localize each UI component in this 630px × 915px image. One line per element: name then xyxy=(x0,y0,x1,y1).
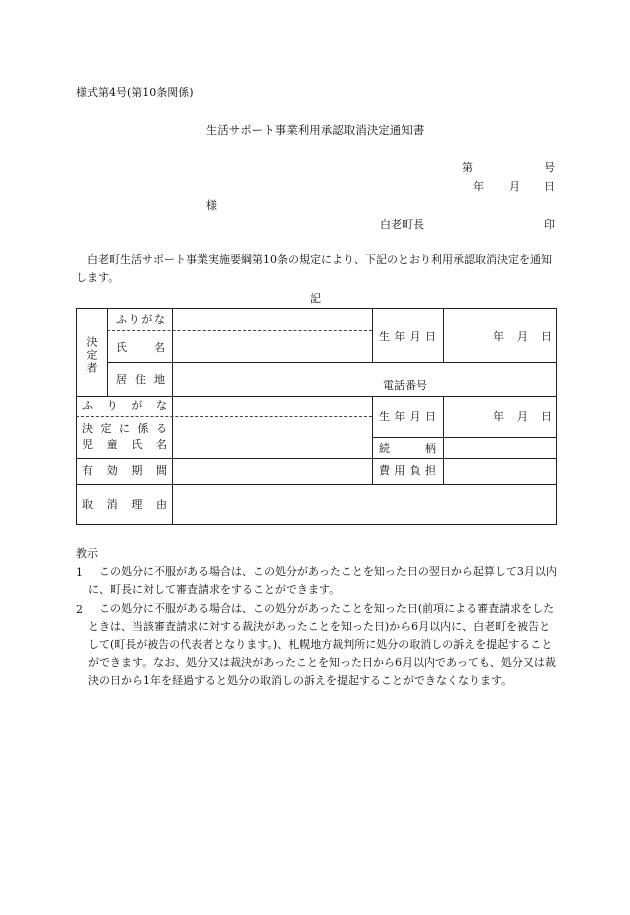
document-title: 生活サポート事業利用承認取消決定通知書 xyxy=(205,123,425,137)
birth-month: 月 xyxy=(517,330,528,343)
reason-label: 取消理由 xyxy=(82,498,167,511)
notice-item-number: 2 xyxy=(76,603,83,616)
ki-label: 記 xyxy=(310,292,321,305)
issuer: 白老町長 xyxy=(380,218,424,231)
birth-year: 年 xyxy=(493,330,504,343)
date-month: 月 xyxy=(509,180,520,193)
relationship-label: 続 柄 xyxy=(379,442,436,455)
date-year: 年 xyxy=(473,180,484,193)
notice-item-number: 1 xyxy=(76,566,83,579)
notice-item-text: この処分に不服がある場合は、この処分があったことを知った日(前項による審査請求をしたときは、当該審査請求に対する裁決があったことを知った日)から6月以内に、白老町を被告として(町長が被告の代表者となります。)、札幌地方裁判所に処分の取消しの訴えを提起することができます。なお、処分又は裁決があったことを知った日から6月以内であっても、処分又は裁決の日から1年を経過すると処分の取消しの訴えを提起することができなくなります。 xyxy=(88,602,556,687)
child-birth-day: 日 xyxy=(541,410,552,423)
cost-burden-label: 費用負担 xyxy=(379,464,436,477)
seal-mark: 印 xyxy=(544,218,555,231)
child-furigana-label: ふりがな xyxy=(82,399,167,412)
name-label: 氏 名 xyxy=(116,341,165,354)
number-prefix: 第 xyxy=(462,161,473,174)
notice-item-text: この処分に不服がある場合は、この処分があったことを知った日の翌日から起算して3月以内に、町長に対して審査請求をすることができます。 xyxy=(88,565,557,596)
phone-label: 電話番号 xyxy=(383,379,427,392)
child-name-label-line2: 児童氏名 xyxy=(82,438,167,451)
form-number: 様式第4号(第10条関係) xyxy=(76,86,194,99)
decided-person-label: 決定者 xyxy=(85,336,98,375)
furigana-label: ふりがな xyxy=(116,313,165,326)
child-birth-month: 月 xyxy=(517,410,528,423)
address-label: 居 住 地 xyxy=(116,373,165,386)
number-suffix: 号 xyxy=(544,161,555,174)
body-text: 白老町生活サポート事業実施要綱第10条の規定により、下記のとおり利用承認取消決定を通知します。 xyxy=(76,253,552,284)
valid-period-label: 有効期間 xyxy=(82,464,167,477)
birth-day: 日 xyxy=(541,330,552,343)
child-name-label-line1: 決定に係る xyxy=(82,422,167,435)
child-birth-date-label: 生年月日 xyxy=(379,410,436,423)
notice-heading: 教示 xyxy=(76,547,98,560)
date-day: 日 xyxy=(544,180,555,193)
birth-date-label: 生年月日 xyxy=(379,330,436,343)
child-birth-year: 年 xyxy=(493,410,504,423)
addressee-suffix: 様 xyxy=(206,199,217,212)
